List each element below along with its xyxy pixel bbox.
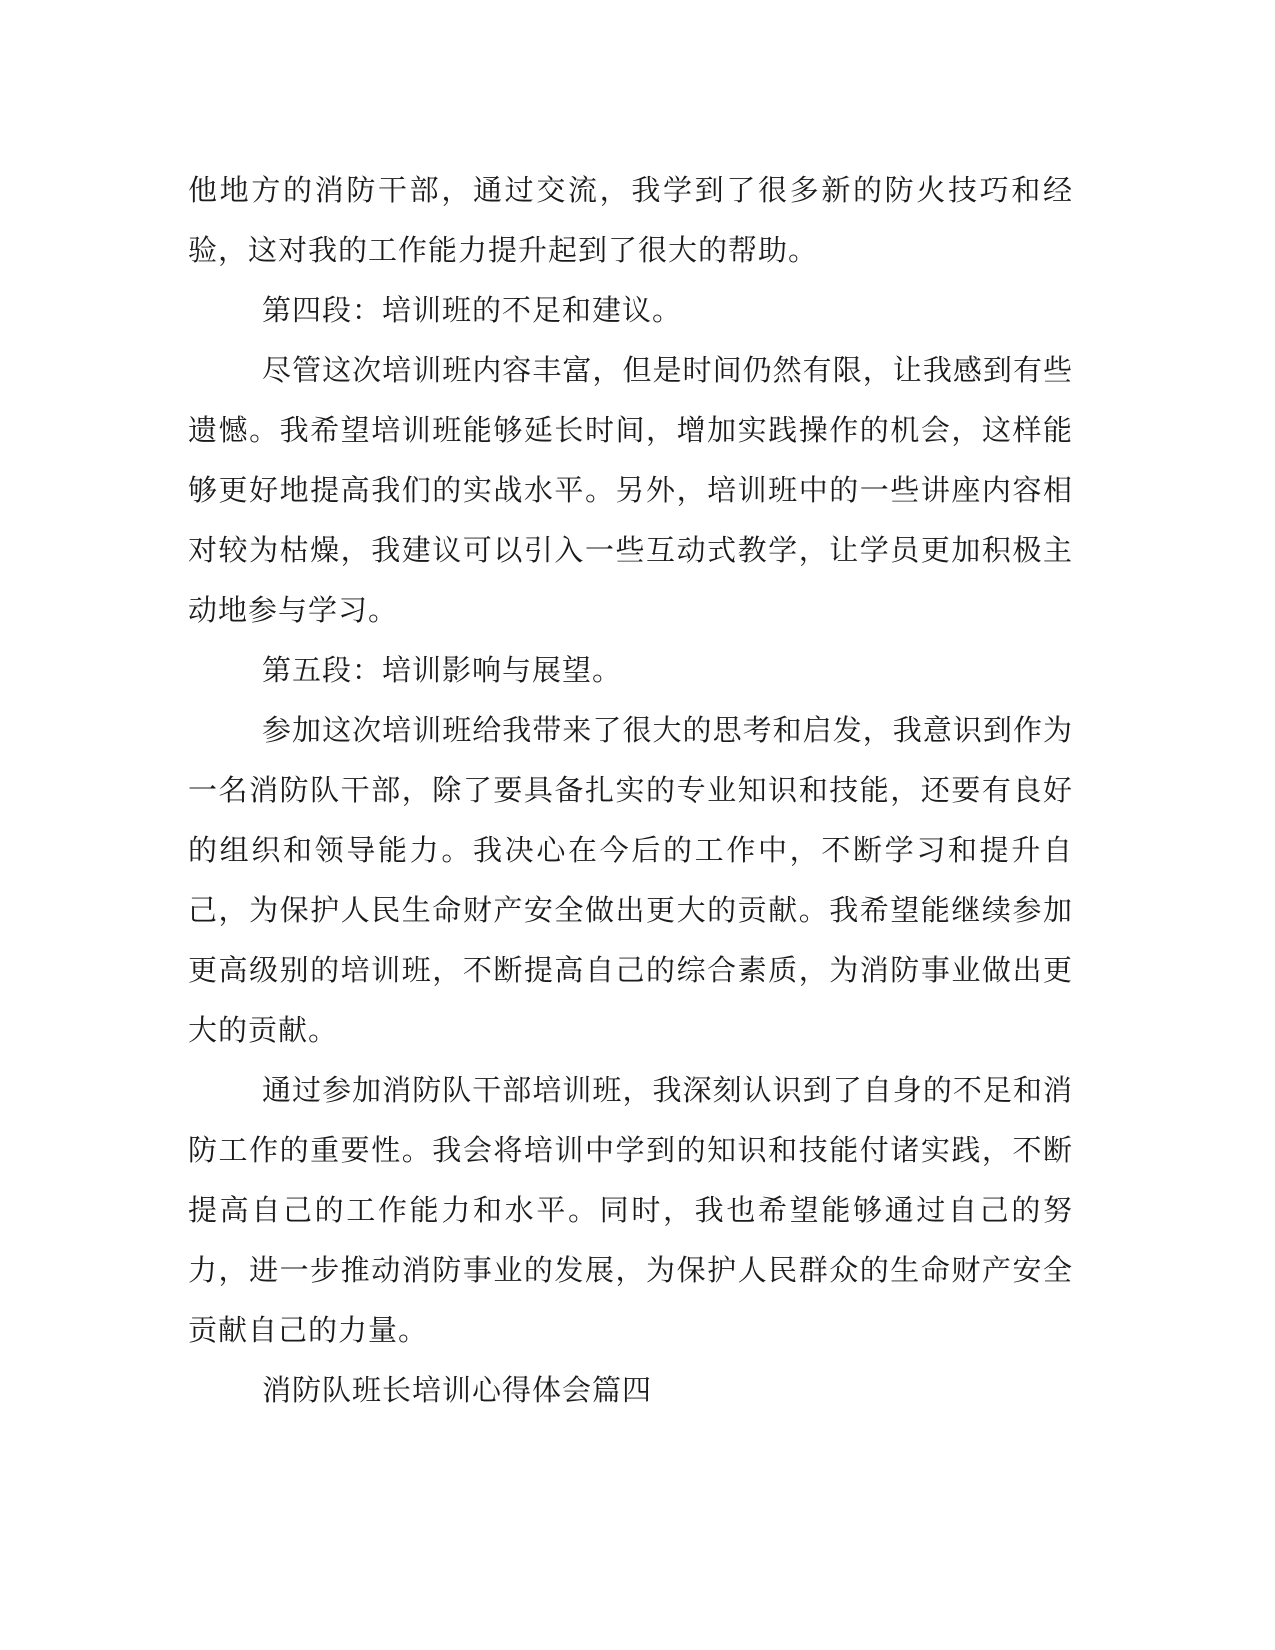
section-heading-4: 第四段：培训班的不足和建议。 xyxy=(262,293,683,327)
paragraph-shortcomings: 尽管这次培训班内容丰富，但是时间仍然有限，让我感到有些遗憾。我希望培训班能够延长时间，增加实践操作的机会，这样能够更好地提高我们的实战水平。另外，培训班中的一些讲座内容相对较为枯燥，我建议可以引入一些互动式教学，让学员更加积极主动地参与学习。 xyxy=(188,353,1073,627)
paragraph-outlook: 参加这次培训班给我带来了很大的思考和启发，我意识到作为一名消防队干部，除了要具备扎实的专业知识和技能，还要有良好的组织和领导能力。我决心在今后的工作中，不断学习和提升自己，为保护人民生命财产安全做出更大的贡献。我希望能继续参加更高级别的培训班，不断提高自己的综合素质，为消防事业做出更大的贡献。 xyxy=(188,713,1073,1047)
next-article-title: 消防队班长培训心得体会篇四 xyxy=(262,1373,653,1407)
section-heading-5: 第五段：培训影响与展望。 xyxy=(262,653,623,687)
paragraph-continuation: 他地方的消防干部，通过交流，我学到了很多新的防火技巧和经验，这对我的工作能力提升起到了很大的帮助。 xyxy=(188,173,1073,267)
paragraph-conclusion: 通过参加消防队干部培训班，我深刻认识到了自身的不足和消防工作的重要性。我会将培训中学到的知识和技能付诸实践，不断提高自己的工作能力和水平。同时，我也希望能够通过自己的努力，进一步推动消防事业的发展，为保护人民群众的生命财产安全贡献自己的力量。 xyxy=(188,1073,1073,1347)
document-body xyxy=(188,160,1073,1420)
